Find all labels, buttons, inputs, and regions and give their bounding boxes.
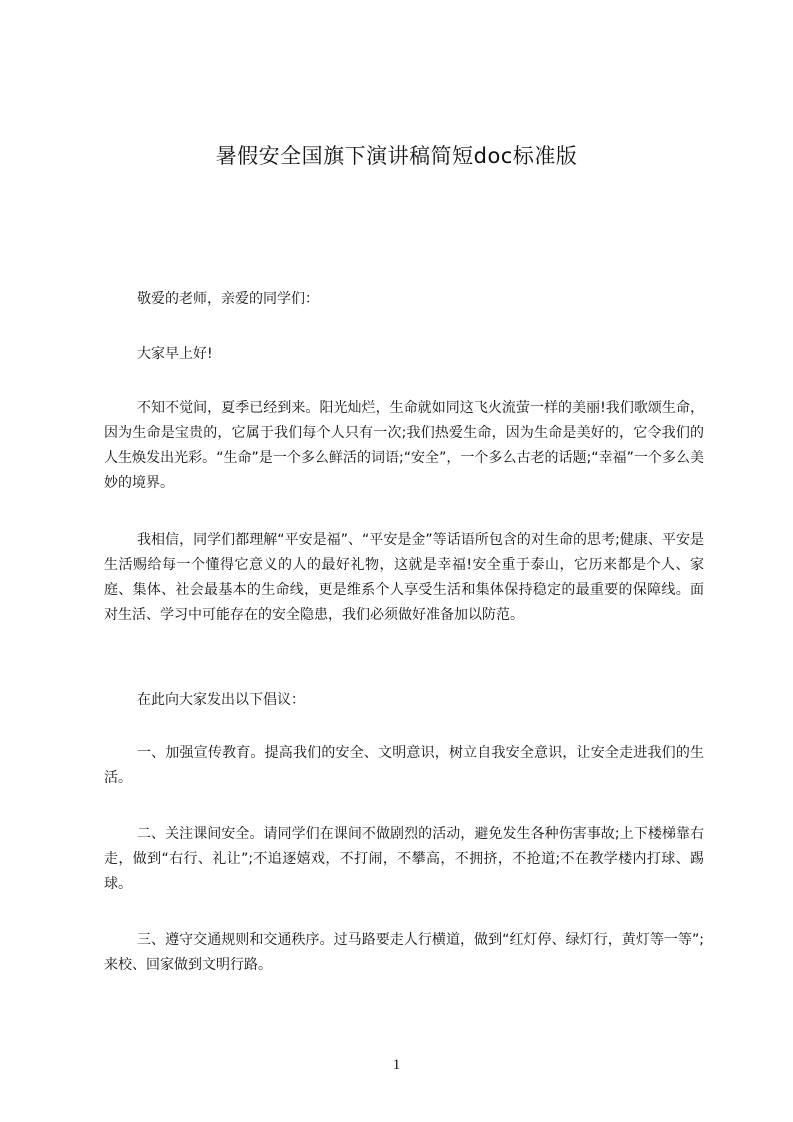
paragraph-proposal-intro: 在此向大家发出以下倡议：: [137, 692, 305, 708]
paragraph-safety-belief: 我相信，同学们都理解“平安是福”、“平安是金”等话语所包含的对生命的思考;健康、平安是生活赐给每一个懂得它意义的人的最好礼物，这就是幸福!安全重于泰山，它历来都是个人、家庭、集体、社会最基本的生命线，更是维系个人享受生活和集体保持稳定的最重要的保障线。面对生活、学习中可能存在的安全隐患，我们必须做好准备加以防范。: [104, 532, 704, 623]
paragraph-proposal-one: 一、加强宣传教育。提高我们的安全、文明意识，树立自我安全意识，让安全走进我们的生活。: [104, 745, 704, 786]
paragraph-greeting: 敬爱的老师，亲爱的同学们：: [137, 291, 319, 307]
paragraph-summer-life: 不知不觉间，夏季已经到来。阳光灿烂，生命就如同这飞火流萤一样的美丽!我们歌颂生命，因为生命是宝贵的，它属于我们每个人只有一次;我们热爱生命，因为生命是美好的，它令我们的人生焕发出光彩。“生命”是一个多么鲜活的词语;“安全”，一个多么古老的话题;“幸福”一个多么美妙的境界。: [104, 400, 704, 491]
paragraph-good-morning: 大家早上好!: [137, 346, 213, 362]
page-number: 1: [392, 1057, 401, 1073]
document-title: 暑假安全国旗下演讲稿简短doc标准版: [215, 144, 578, 168]
paragraph-proposal-three: 三、遵守交通规则和交通秩序。过马路要走人行横道，做到“红灯停、绿灯行，黄灯等一等”;来校、回家做到文明行路。: [104, 932, 704, 973]
paragraph-proposal-two: 二、关注课间安全。请同学们在课间不做剧烈的活动，避免发生各种伤害事故;上下楼梯靠右走，做到“右行、礼让”;不追逐嬉戏，不打闹，不攀高，不拥挤，不抢道;不在教学楼内打球、踢球。: [104, 826, 704, 892]
